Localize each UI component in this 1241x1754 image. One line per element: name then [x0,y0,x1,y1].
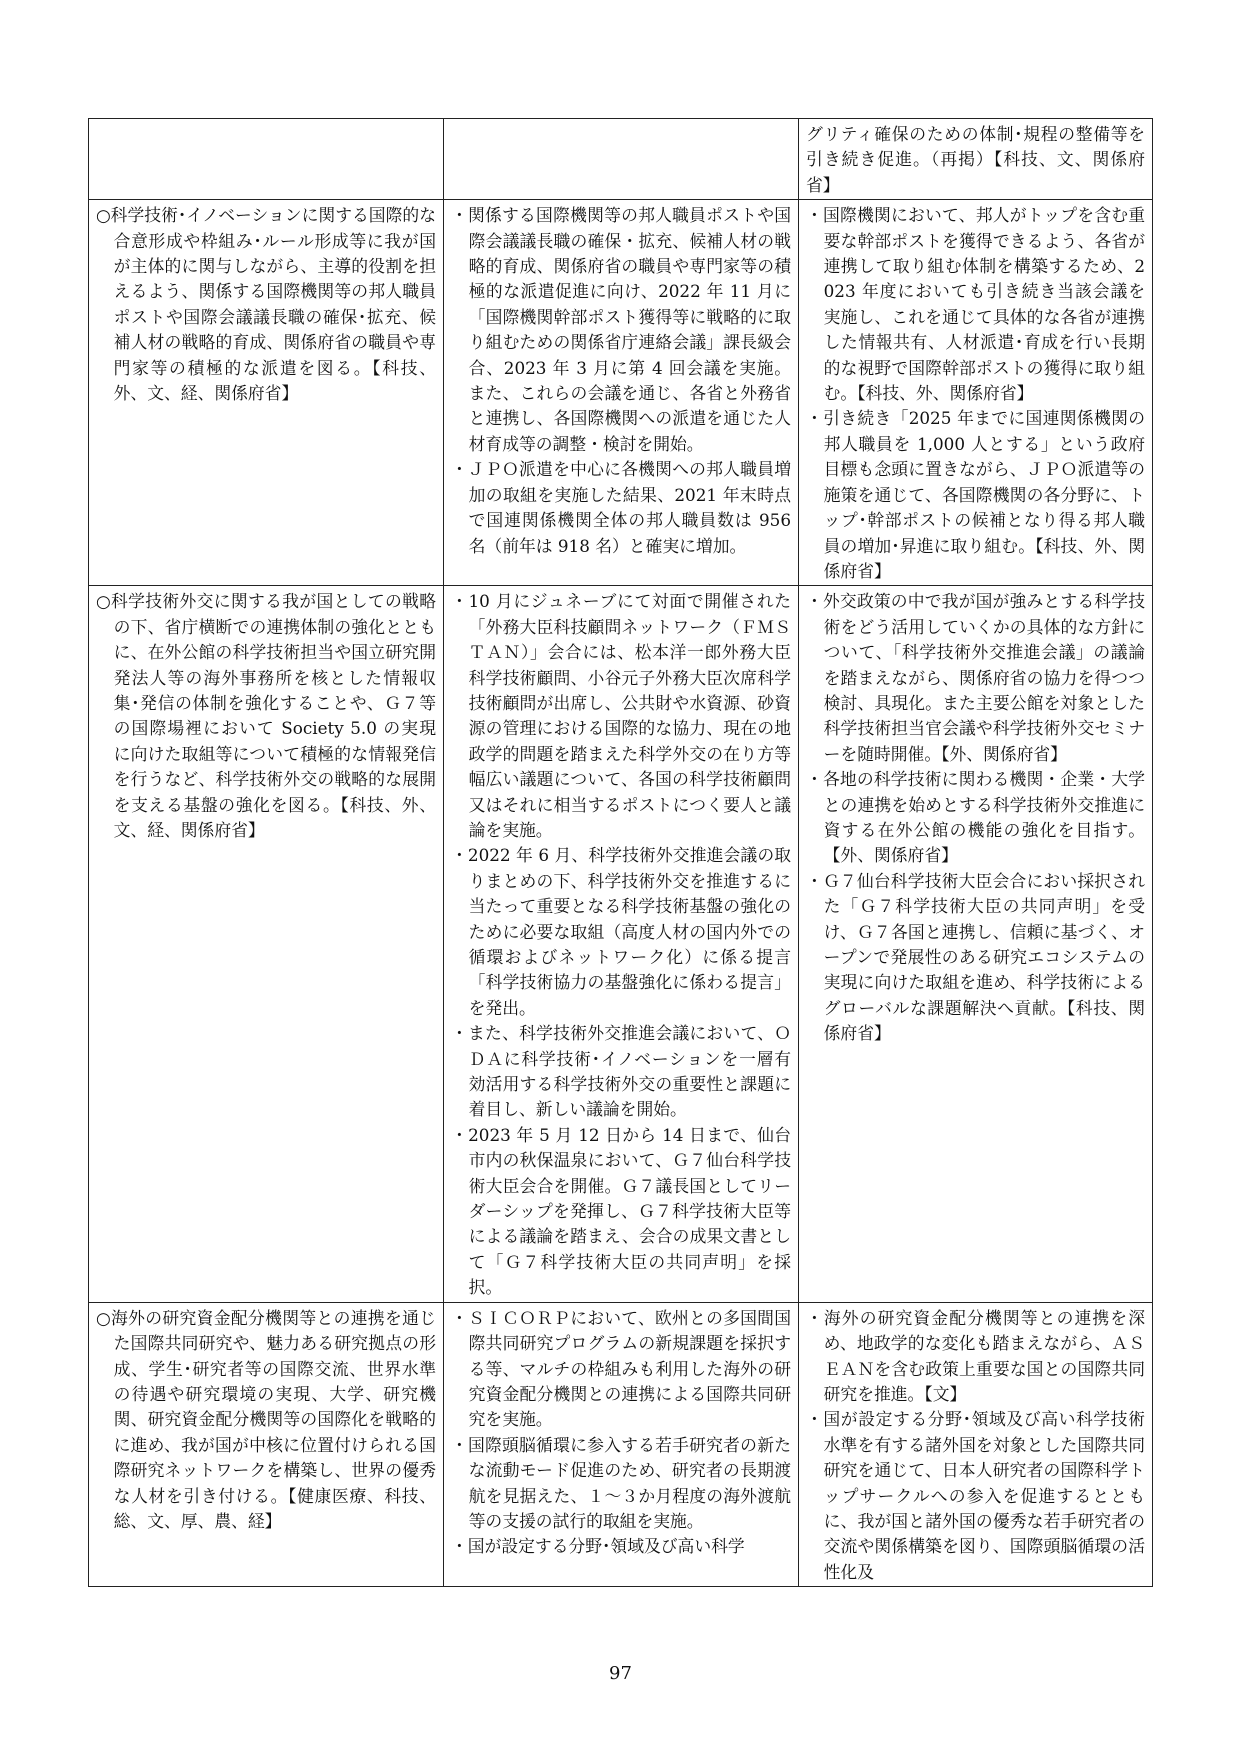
achievement-item: ・ＪＰＯ派遣を中心に各機関への邦人職員増加の取組を実施した結果、2021 年末時点で国連関係機関全体の邦人職員数は 956 名（前年は 918 名）と確実に増加。 [451,459,791,556]
table-row [89,1302,1153,1586]
plans-cell [799,586,1153,1302]
achievements-cell [444,200,799,586]
plan-item: ・海外の研究資金配分機関等との連携を深め、地政学的な変化も踏まえながら、ＡＳＥＡＮを含む政策上重要な国との国際共同研究を推進。【文】 [806,1307,1145,1404]
achievement-item: ・国際頭脳循環に参入する若手研究者の新たな流動モード促進のため、研究者の長期渡航を見据えた、１～３か月程度の海外渡航等の支援の試行的取組を実施。 [451,1434,791,1531]
table-row [89,119,1153,200]
policy-table [88,118,1153,1587]
page-number: 97 [609,1663,632,1684]
measure-cell [89,200,444,586]
plan-item: ・国が設定する分野･領域及び高い科学技術水準を有する諸外国を対象とした国際共同研究を通じて、日本人研究者の国際科学トップサークルへの参入を促進するとともに、我が国と諸外国の優秀な若手研究者の交流や関係構築を図り、国際頭脳循環の活性化及 [806,1409,1145,1582]
achievement-item: ・2022 年 6 月、科学技術外交推進会議の取りまとめの下、科学技術外交を推進するに当たって重要となる科学技術基盤の強化のために必要な取組（高度人材の国内外での循環およびネットワーク化）に係る提言「科学技術協力の基盤強化に係わる提言」を発出。 [451,845,791,1018]
table-row [89,200,1153,586]
achievements-cell [444,586,799,1302]
achievement-item: ・また、科学技術外交推進会議において、ＯＤＡに科学技術･イノベーションを一層有効活用する科学技術外交の重要性と課題に着目し、新しい議論を開始。 [451,1023,791,1120]
plans-cell [799,1302,1153,1586]
measure-cell [89,119,444,200]
achievement-item: ・10 月にジュネーブにて対面で開催された「外務大臣科技顧問ネットワーク（ＦＭＳＴＡＮ）」会合には、松本洋一郎外務大臣科学技術顧問、小谷元子外務大臣次席科学技術顧問が出席し、公共財や水資源、砂資源の管理における国際的な協力、現在の地政学的問題を踏まえた科学外交の在り方等幅広い議題について、各国の科学技術顧問又はそれに相当するポストにつく要人と議論を実施。 [451,591,791,840]
achievement-item: ・関係する国際機関等の邦人職員ポストや国際会議議長職の確保・拡充、候補人材の戦略的育成、関係府省の職員や専門家等の積極的な派遣促進に向け、2022 年 11 月に「国際機関幹部ポスト獲得等に戦略的に取り組むための関係省庁連絡会議」課長級会合、2023 年 3 月に第 4 回会議を実施。また、これらの会議を通じ、各省と外務省と連携し、各国際機関への派遣を通じた人材育成等の調整・検討を開始。 [451,205,791,454]
plan-item: ・Ｇ７仙台科学技術大臣会合におい採択された「Ｇ７科学技術大臣の共同声明」を受け、Ｇ７各国と連携し、信頼に基づく、オープンで発展性のある研究エコシステムの実現に向けた取組を進め、科学技術によるグローバルな課題解決へ貢献。【科技、関係府省】 [806,870,1145,1044]
measure-text: ○科学技術･イノベーションに関する国際的な合意形成や枠組み･ルール形成等に我が国が主体的に関与しながら、主導的役割を担えるよう、関係する国際機関等の邦人職員ポストや国際会議議長職の確保･拡充、候補人材の戦略的育成、関係府省の職員や専門家等の積極的な派遣を図る。【科技、外、文、経、関係府省】 [96,205,436,404]
plans-cell [799,200,1153,586]
achievements-cell [444,119,799,200]
achievement-item: ・2023 年 5 月 12 日から 14 日まで、仙台市内の秋保温泉において、Ｇ７仙台科学技術大臣会合を開催。Ｇ７議長国としてリーダーシップを発揮し、Ｇ７科学技術大臣等による議論を踏まえ、会合の成果文書として「Ｇ７科学技術大臣の共同声明」を採択。 [451,1124,791,1298]
plan-item: グリティ確保のための体制･規程の整備等を引き続き促進。（再掲）【科技、文、関係府省】 [806,124,1145,195]
achievements-cell [444,1302,799,1586]
measure-cell [89,586,444,1302]
plan-item: ・国際機関において、邦人がトップを含む重要な幹部ポストを獲得できるよう、各省が連携して取り組む体制を構築するため、2023 年度においても引き続き当該会議を実施し、これを通じて具体的な各省が連携した情報共有、人材派遣･育成を行い長期的な視野で国際幹部ポストの獲得に取り組む。【科技、外、関係府省】 [806,205,1145,404]
plan-item: ・外交政策の中で我が国が強みとする科学技術をどう活用していくかの具体的な方針について、「科学技術外交推進会議」の議論を踏まえながら、関係府省の協力を得つつ検討、具現化。また主要公館を対象とした科学技術担当官会議や科学技術外交セミナーを随時開催。【外、関係府省】 [806,591,1145,764]
achievement-item: ・国が設定する分野･領域及び高い科学 [451,1536,745,1557]
achievement-item: ・ＳＩＣＯＲＰにおいて、欧州との多国間国際共同研究プログラムの新規課題を採択する等、マルチの枠組みも利用した海外の研究資金配分機関との連携による国際共同研究を実施。 [451,1307,791,1430]
measure-text: ○海外の研究資金配分機関等との連携を通じた国際共同研究や、魅力ある研究拠点の形成、学生･研究者等の国際交流、世界水準の待遇や研究環境の実現、大学、研究機関、研究資金配分機関等の国際化を戦略的に進め、我が国が中核に位置付けられる国際研究ネットワークを構築し、世界の優秀な人材を引き付ける。【健康医療、科技、総、文、厚、農、経】 [96,1307,436,1531]
measure-cell [89,1302,444,1586]
measure-text: ○科学技術外交に関する我が国としての戦略の下、省庁横断での連携体制の強化とともに、在外公館の科学技術担当や国立研究開発法人等の海外事務所を核とした情報収集･発信の体制を強化することや、Ｇ７等の国際場裡において Society 5.0 の実現に向けた取組等について積極的な情報発信を行うなど、科学技術外交の戦略的な展開を支える基盤の強化を図る。【科技、外、文、経、関係府省】 [96,591,436,840]
plan-item: ・各地の科学技術に関わる機関・企業・大学との連携を始めとする科学技術外交推進に資する在外公館の機能の強化を目指す。【外、関係府省】 [806,769,1145,866]
plan-item: ・引き続き「2025 年までに国連関係機関の邦人職員を 1,000 人とする」という政府目標も念頭に置きながら、ＪＰＯ派遣等の施策を通じて、各国際機関の各分野に、トップ･幹部ポストの候補となり得る邦人職員の増加･昇進に取り組む。【科技、外、関係府省】 [806,408,1145,581]
table-row [89,586,1153,1302]
plans-cell [799,119,1153,200]
